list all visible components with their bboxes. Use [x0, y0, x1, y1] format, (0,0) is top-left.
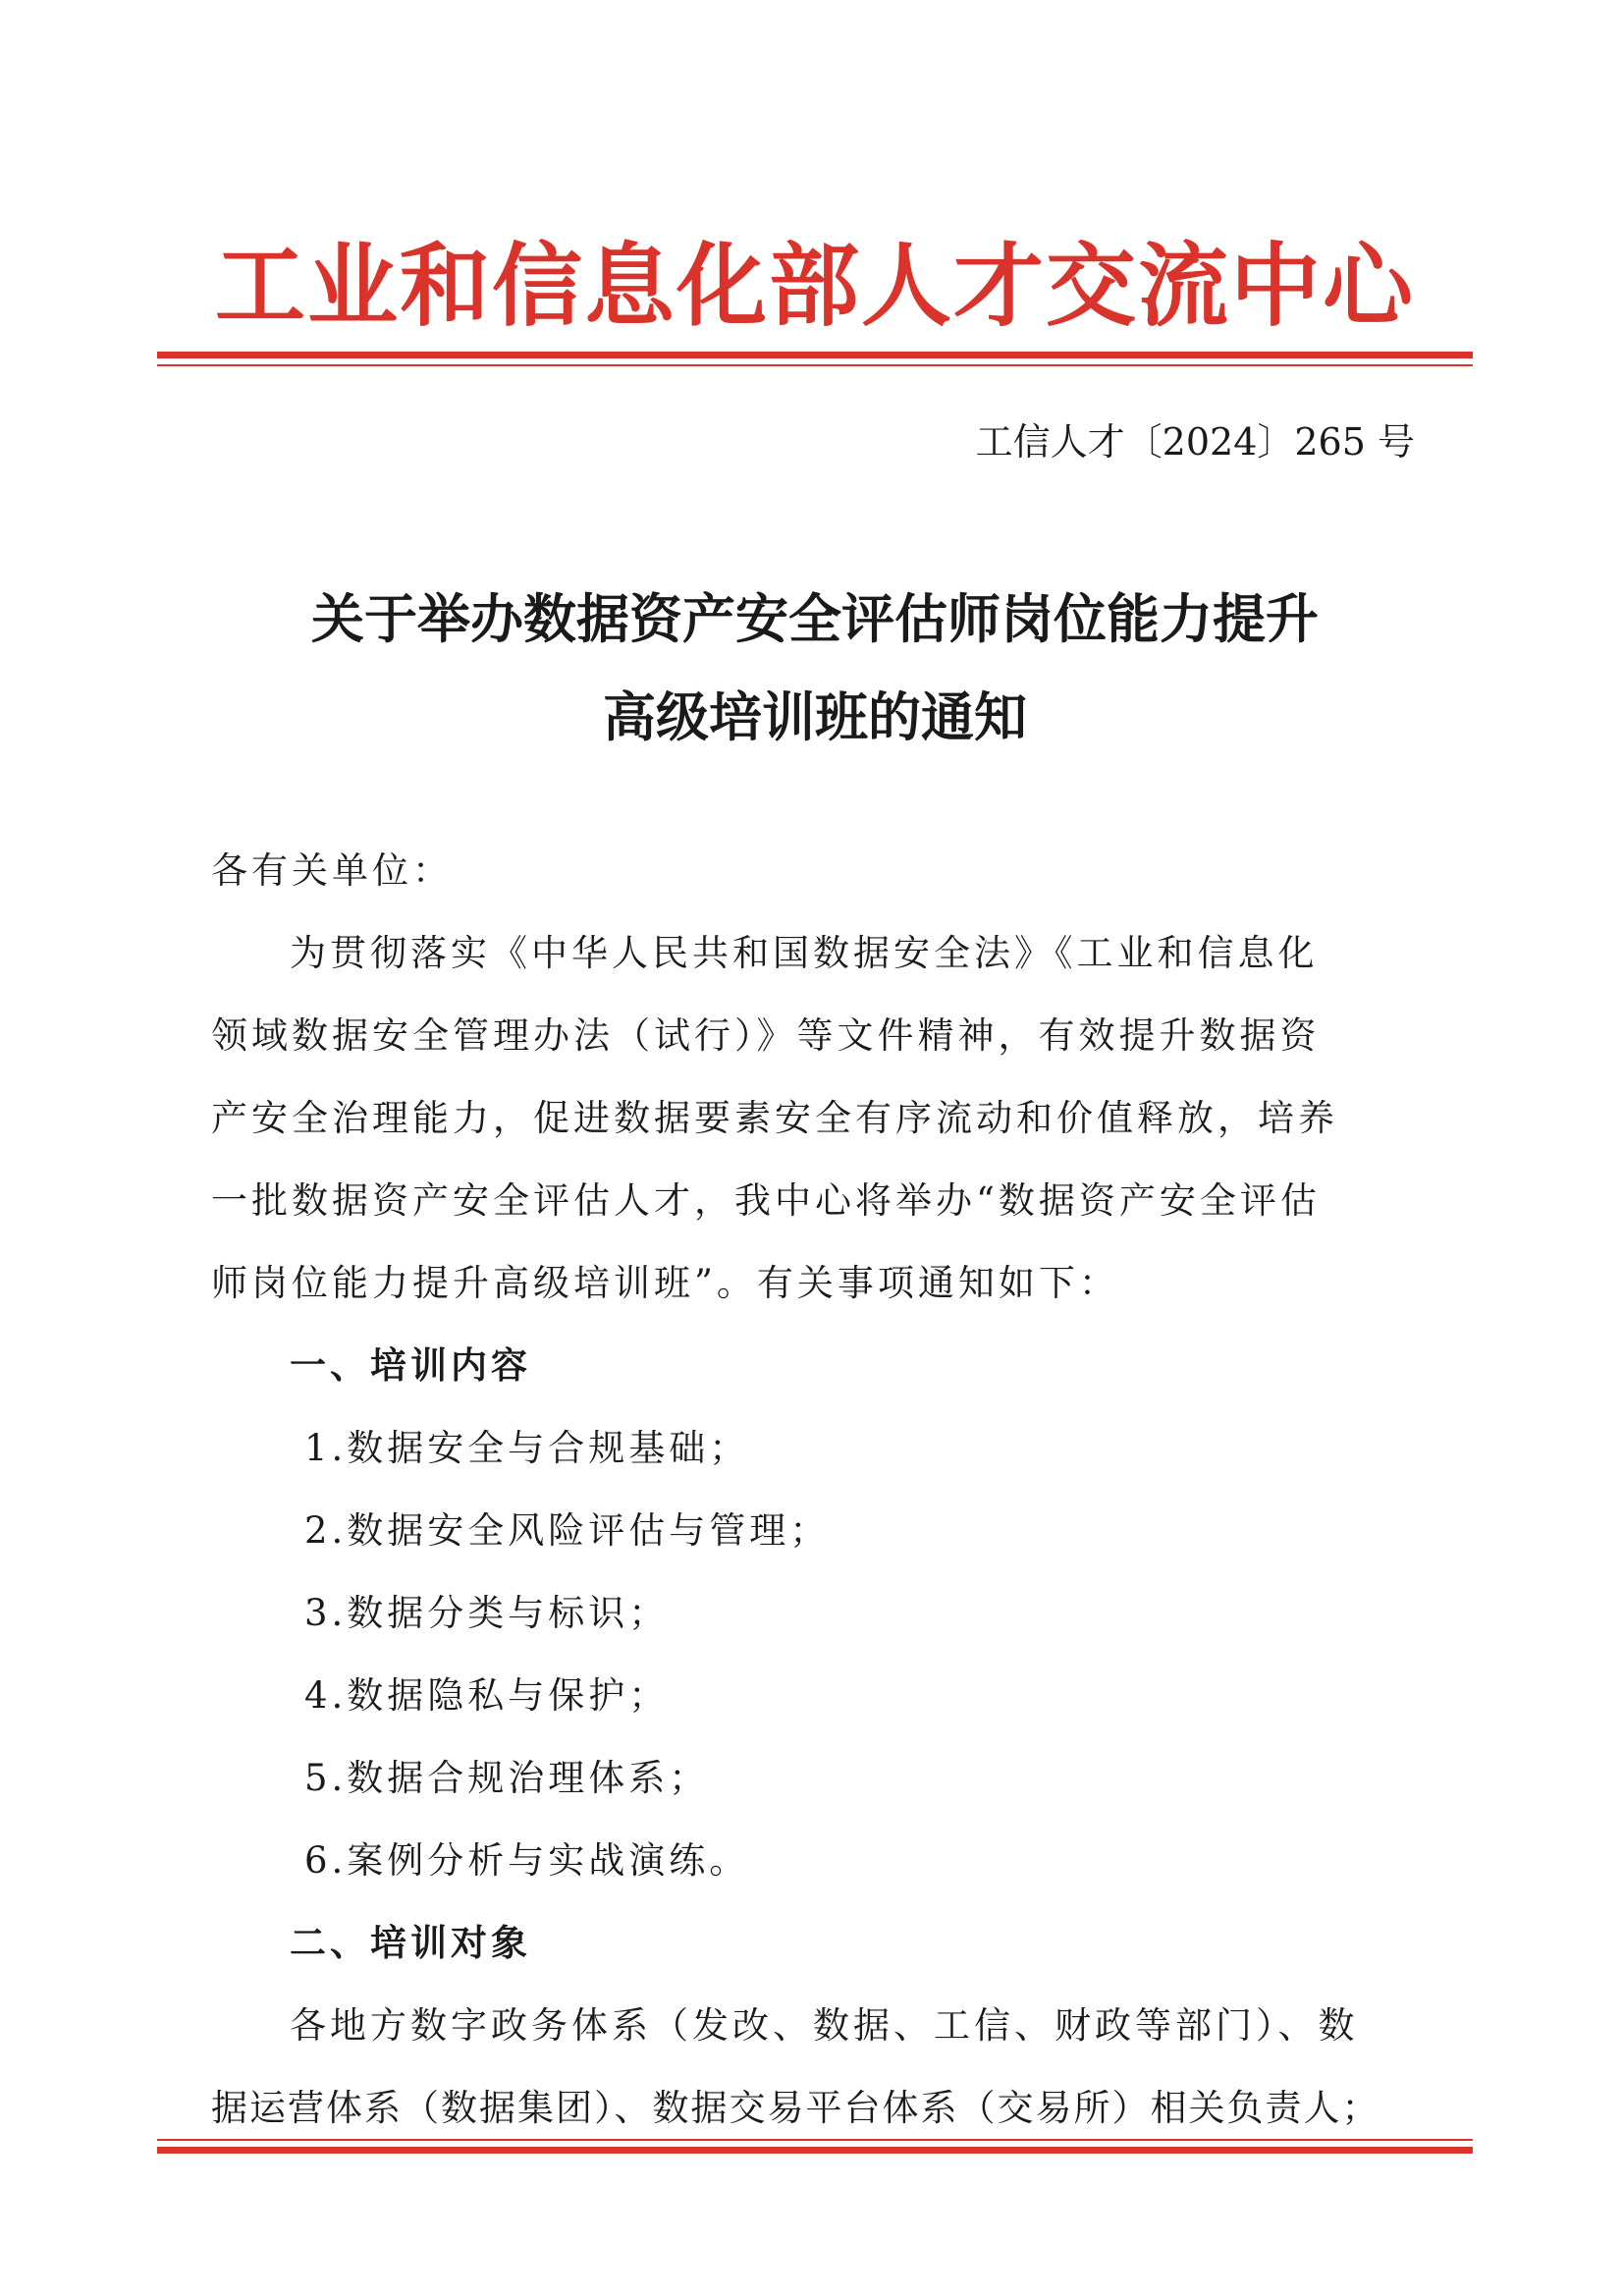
intro-line: 领域数据安全管理办法（试行）》等文件精神，有效提升数据资 [211, 1014, 1321, 1057]
document-title-line-2: 高级培训班的通知 [603, 685, 1027, 748]
intro-line: 一批数据资产安全评估人才，我中心将举办“数据资产安全评估 [211, 1179, 1321, 1222]
intro-line: 师岗位能力提升高级培训班”。有关事项通知如下： [211, 1262, 1119, 1304]
training-content-item: 4.数据隐私与保护； [304, 1674, 670, 1717]
training-content-item: 5.数据合规治理体系； [304, 1757, 710, 1799]
document-title [157, 570, 1473, 766]
training-content-item: 1.数据安全与合规基础； [304, 1427, 750, 1469]
intro-line: 为贯彻落实《中华人民共和国数据安全法》《工业和信息化 [290, 932, 1319, 974]
audience-line: 据运营体系（数据集团）、数据交易平台体系（交易所）相关负责人； [211, 2087, 1380, 2129]
training-content-item: 2.数据安全风险评估与管理； [304, 1509, 831, 1552]
audience-line: 各地方数字政务体系（发改、数据、工信、财政等部门）、数 [290, 2004, 1359, 2047]
header-rule-thick [157, 352, 1473, 358]
intro-line: 产安全治理能力，促进数据要素安全有序流动和价值释放，培养 [211, 1097, 1338, 1139]
training-content-item: 3.数据分类与标识； [304, 1592, 670, 1634]
document-body [211, 830, 1429, 2150]
header-red-rule [157, 352, 1473, 366]
section-heading-training-content: 一、培训内容 [290, 1344, 531, 1387]
training-content-item: 6.案例分析与实战演练。 [304, 1839, 750, 1882]
footer-red-rule [157, 2139, 1473, 2154]
issuing-organization-header: 工业和信息化部人才交流中心 [214, 233, 1415, 339]
document-title-line-1: 关于举办数据资产安全评估师岗位能力提升 [311, 587, 1319, 650]
salutation: 各有关单位： [211, 849, 453, 892]
section-heading-training-audience: 二、培训对象 [290, 1922, 531, 1964]
footer-rule-thick [157, 2147, 1473, 2154]
header-rule-thin [157, 364, 1473, 366]
footer-rule-thin [157, 2139, 1473, 2141]
document-number: 工信人才〔2024〕265 号 [975, 420, 1415, 464]
